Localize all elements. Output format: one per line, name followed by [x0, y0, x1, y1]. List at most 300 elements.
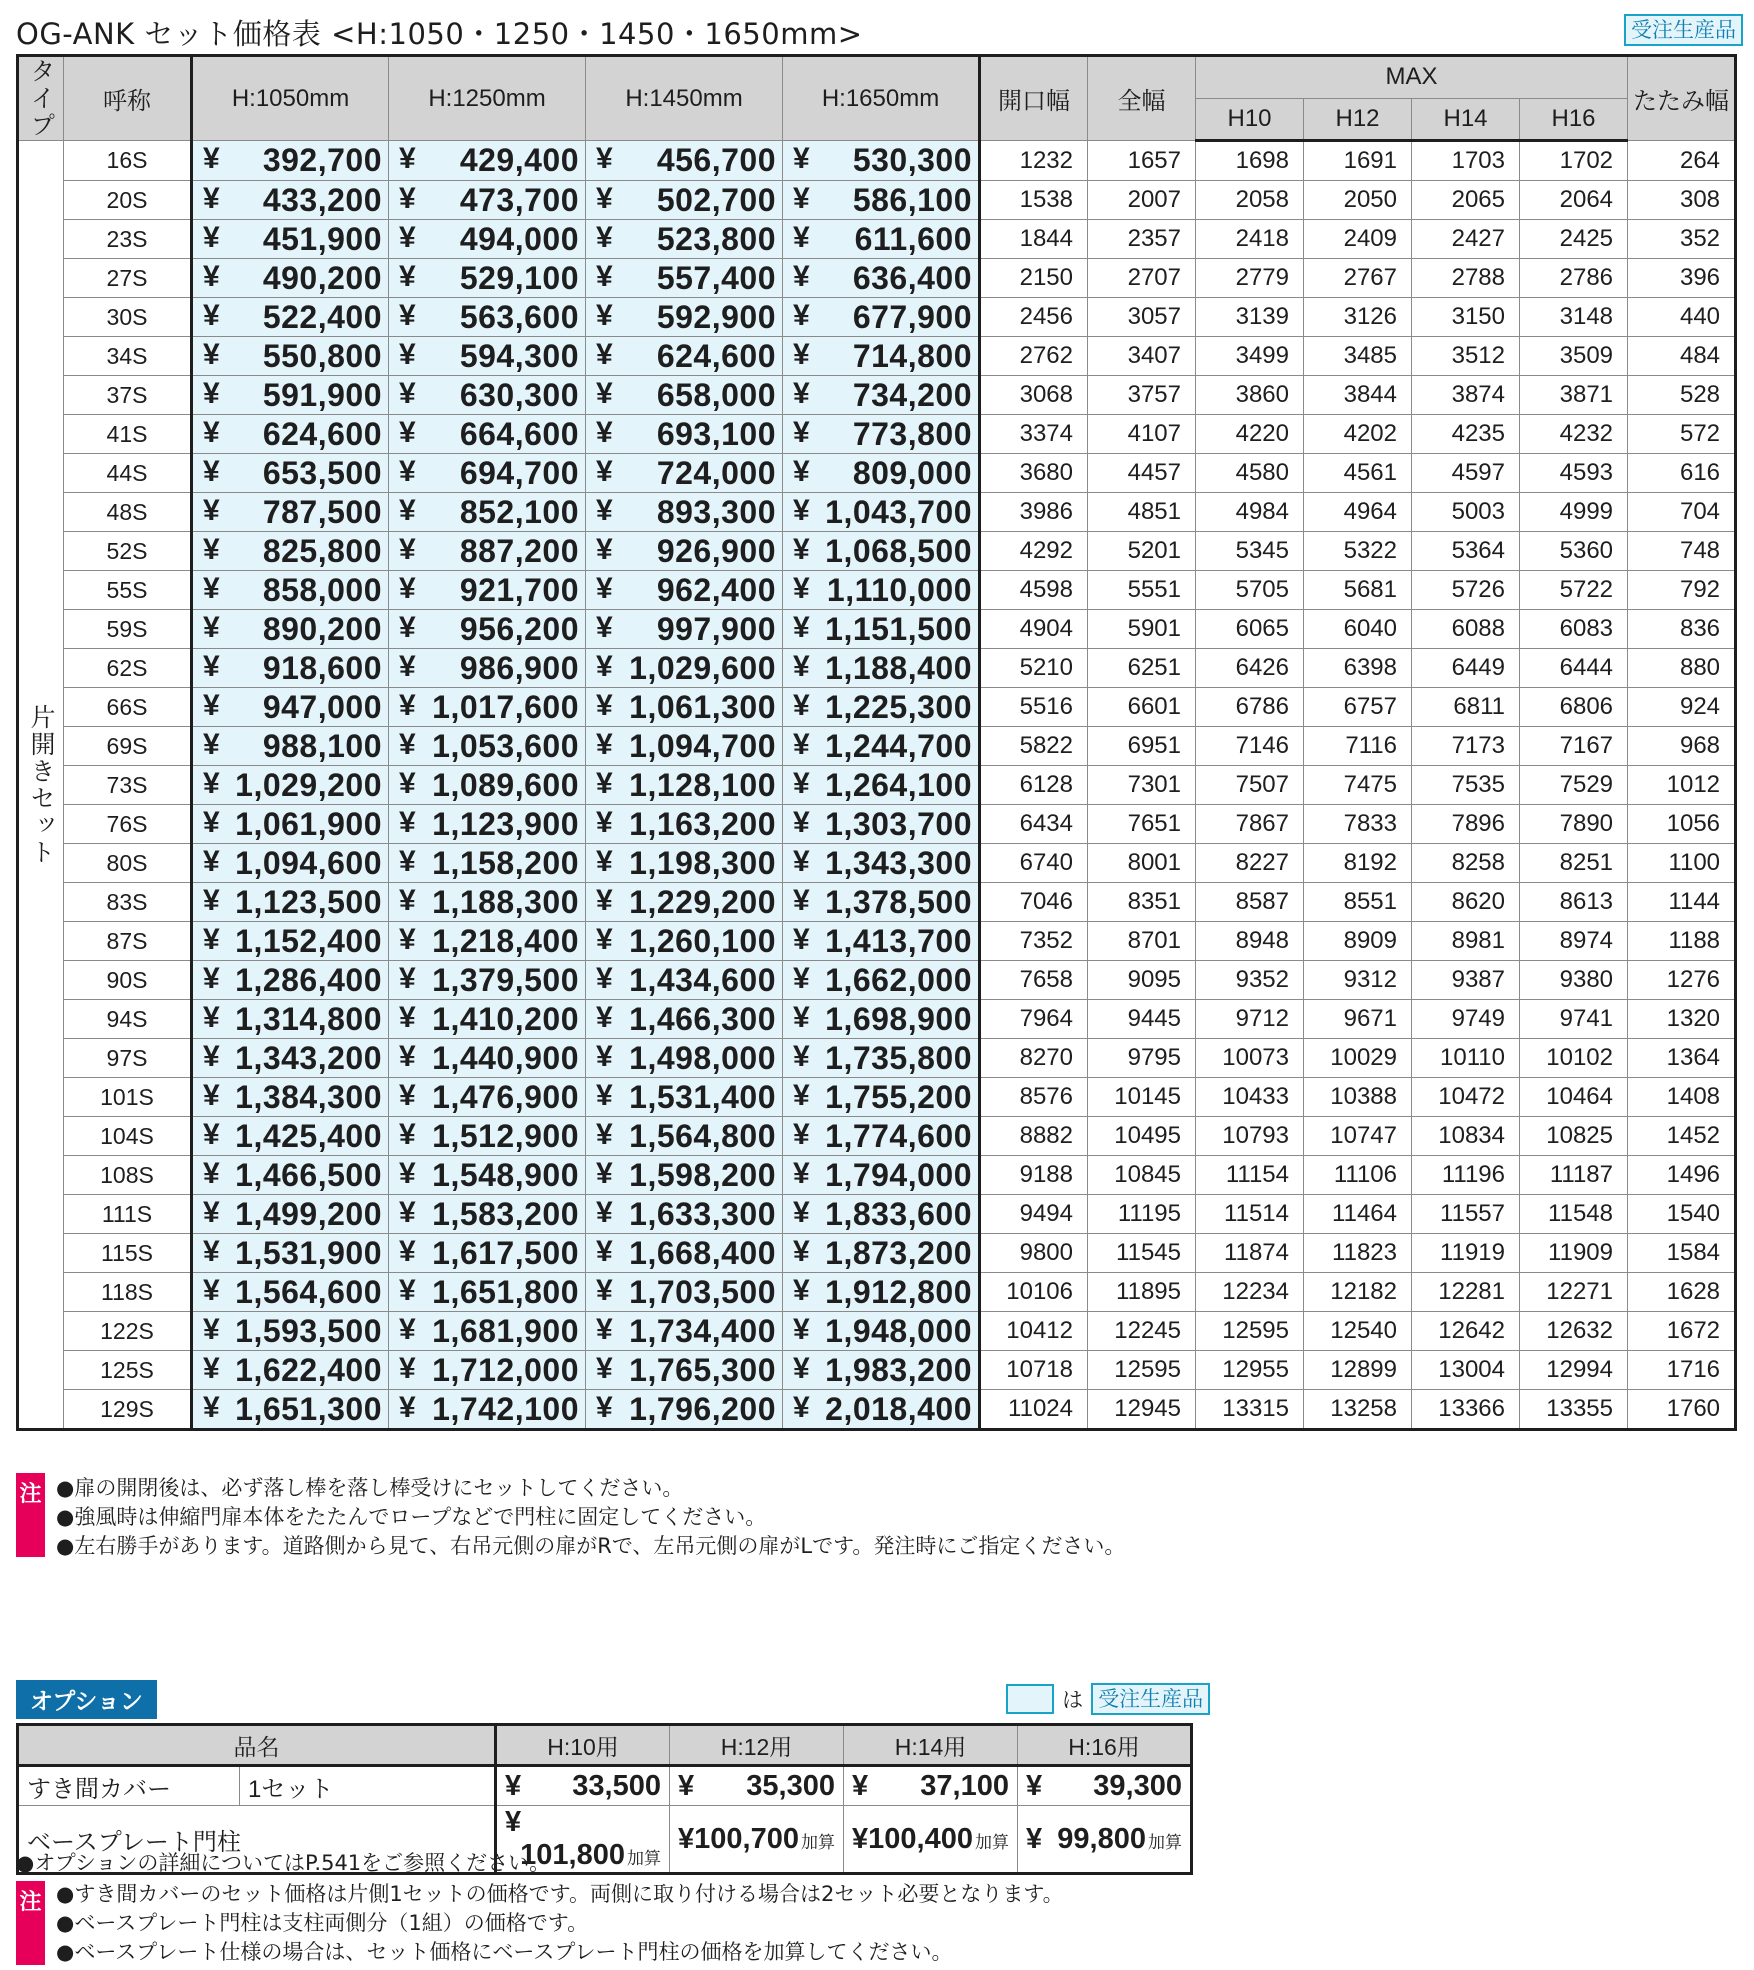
price-value: 1,017,600	[432, 688, 579, 725]
max-h16: 9380	[1520, 961, 1628, 1000]
max-h10: 12595	[1196, 1312, 1304, 1351]
max-h12: 8551	[1304, 883, 1412, 922]
opening-width: 3986	[980, 493, 1088, 532]
yen-sign: ¥	[399, 727, 416, 761]
page-title: OG-ANK セット価格表 <H:1050・1250・1450・1650mm>	[16, 17, 863, 51]
price-value: 734,200	[852, 376, 972, 413]
yen-sign: ¥	[596, 220, 613, 254]
max-h12: 11823	[1304, 1234, 1412, 1273]
max-h16: 12632	[1520, 1312, 1628, 1351]
row-name: 30S	[64, 298, 192, 337]
max-h16: 5722	[1520, 571, 1628, 610]
table-row	[18, 1273, 1736, 1312]
yen-sign: ¥	[399, 1273, 416, 1307]
price-value: 594,300	[459, 337, 579, 374]
total-width: 4107	[1088, 415, 1196, 454]
price-cell	[192, 610, 389, 649]
price-value: 962,400	[656, 571, 776, 608]
yen-sign: ¥	[203, 181, 220, 215]
price-cell	[389, 1156, 586, 1195]
option-price-value	[572, 1770, 661, 1803]
fold-width: 396	[1628, 259, 1736, 298]
row-name: 129S	[64, 1390, 192, 1430]
max-h10: 9352	[1196, 961, 1304, 1000]
yen-sign: ¥	[793, 727, 810, 761]
yen-sign: ¥	[793, 454, 810, 488]
row-name: 52S	[64, 532, 192, 571]
price-cell	[783, 766, 980, 805]
yen-sign: ¥	[793, 1117, 810, 1151]
fold-width: 264	[1628, 141, 1736, 181]
price-value: 1,043,700	[825, 493, 972, 530]
price-value: 1,089,600	[432, 766, 579, 803]
row-name: 48S	[64, 493, 192, 532]
price-value: 392,700	[262, 142, 382, 178]
max-h14: 5003	[1412, 493, 1520, 532]
price-value: 2,018,400	[825, 1390, 972, 1427]
fold-width: 1100	[1628, 844, 1736, 883]
yen-sign: ¥	[203, 1039, 220, 1073]
yen-sign: ¥	[203, 337, 220, 371]
yen-sign: ¥	[793, 688, 810, 722]
total-width: 12945	[1088, 1390, 1196, 1430]
price-cell	[783, 532, 980, 571]
yen-sign: ¥	[793, 961, 810, 995]
opening-width: 8576	[980, 1078, 1088, 1117]
price-value: 1,029,600	[629, 649, 776, 686]
fold-width: 1364	[1628, 1039, 1736, 1078]
price-value: 1,053,600	[432, 727, 579, 764]
max-h10: 8227	[1196, 844, 1304, 883]
price-value: 624,600	[262, 415, 382, 452]
yen-sign: ¥	[399, 805, 416, 839]
price-cell	[783, 1000, 980, 1039]
price-cell	[192, 1234, 389, 1273]
yen-sign: ¥	[399, 142, 416, 175]
option-price: 99,800	[1057, 1822, 1146, 1855]
max-h12: 4202	[1304, 415, 1412, 454]
table-row	[18, 766, 1736, 805]
price-cell	[586, 337, 783, 376]
price-cell	[389, 181, 586, 220]
col-header-fold: たたみ幅	[1628, 56, 1736, 141]
price-cell	[586, 298, 783, 337]
total-width: 9095	[1088, 961, 1196, 1000]
total-width: 4851	[1088, 493, 1196, 532]
table-row	[18, 376, 1736, 415]
fold-width: 704	[1628, 493, 1736, 532]
row-name: 27S	[64, 259, 192, 298]
opening-width: 6128	[980, 766, 1088, 805]
price-value: 630,300	[459, 376, 579, 413]
price-cell	[389, 922, 586, 961]
yen-sign: ¥	[399, 649, 416, 683]
price-cell	[192, 337, 389, 376]
opening-width: 8270	[980, 1039, 1088, 1078]
max-h10: 7146	[1196, 727, 1304, 766]
price-cell	[783, 844, 980, 883]
max-h10: 11514	[1196, 1195, 1304, 1234]
opening-width: 5516	[980, 688, 1088, 727]
price-cell	[783, 1390, 980, 1430]
price-cell	[389, 688, 586, 727]
yen-sign: ¥	[203, 1390, 220, 1424]
yen-sign: ¥	[793, 922, 810, 956]
yen-sign: ¥	[203, 454, 220, 488]
row-name: 90S	[64, 961, 192, 1000]
row-name: 55S	[64, 571, 192, 610]
table-row	[18, 1117, 1736, 1156]
price-cell	[389, 532, 586, 571]
price-value: 592,900	[656, 298, 776, 335]
option-price: 35,300	[746, 1769, 835, 1802]
max-h10: 13315	[1196, 1390, 1304, 1430]
price-cell	[586, 1078, 783, 1117]
table-row	[18, 922, 1736, 961]
price-cell	[783, 1156, 980, 1195]
yen-sign: ¥	[399, 337, 416, 371]
max-h10: 5705	[1196, 571, 1304, 610]
max-h16: 2064	[1520, 181, 1628, 220]
opening-width: 3680	[980, 454, 1088, 493]
row-name: 44S	[64, 454, 192, 493]
yen-sign: ¥	[793, 1000, 810, 1034]
yen-sign: ¥	[399, 571, 416, 605]
table-row	[18, 688, 1736, 727]
table-row	[18, 844, 1736, 883]
max-h12: 2409	[1304, 220, 1412, 259]
max-h10: 6065	[1196, 610, 1304, 649]
option-price-value	[694, 1823, 835, 1856]
price-cell	[192, 1039, 389, 1078]
price-value: 1,512,900	[432, 1117, 579, 1154]
fold-width: 792	[1628, 571, 1736, 610]
fold-width: 1716	[1628, 1351, 1736, 1390]
yen-sign: ¥	[793, 610, 810, 644]
yen-sign: ¥	[203, 610, 220, 644]
opening-width: 4292	[980, 532, 1088, 571]
note-marker-2: 注	[16, 1881, 45, 1965]
price-value: 1,498,000	[629, 1039, 776, 1076]
opening-width: 5822	[980, 727, 1088, 766]
opening-width: 6434	[980, 805, 1088, 844]
price-cell	[192, 376, 389, 415]
price-value: 1,765,300	[629, 1351, 776, 1388]
price-cell	[586, 1000, 783, 1039]
price-value: 1,794,000	[825, 1156, 972, 1193]
fold-width: 352	[1628, 220, 1736, 259]
total-width: 6251	[1088, 649, 1196, 688]
max-h12: 10029	[1304, 1039, 1412, 1078]
yen-sign: ¥	[203, 1078, 220, 1112]
price-cell	[192, 454, 389, 493]
price-value: 1,264,100	[825, 766, 972, 803]
price-value: 1,163,200	[629, 805, 776, 842]
option-price-cell	[844, 1806, 1018, 1874]
option-price-value	[920, 1770, 1009, 1803]
yen-sign: ¥	[596, 961, 613, 995]
opt-header-h16: H:16用	[1018, 1725, 1192, 1766]
yen-sign: ¥	[203, 1000, 220, 1034]
row-name: 80S	[64, 844, 192, 883]
max-h12: 2767	[1304, 259, 1412, 298]
total-width: 8701	[1088, 922, 1196, 961]
fold-width: 484	[1628, 337, 1736, 376]
max-h12: 7116	[1304, 727, 1412, 766]
yen-sign: ¥	[596, 844, 613, 878]
price-cell	[192, 883, 389, 922]
row-name: 62S	[64, 649, 192, 688]
max-h10: 4580	[1196, 454, 1304, 493]
yen-sign: ¥	[399, 1390, 416, 1424]
addition-suffix: 加算	[1148, 1832, 1182, 1852]
table-row	[18, 883, 1736, 922]
table-row	[18, 220, 1736, 259]
price-value: 624,600	[656, 337, 776, 374]
price-value: 893,300	[656, 493, 776, 530]
price-value: 787,500	[262, 493, 382, 530]
yen-sign: ¥	[596, 493, 613, 527]
row-name: 66S	[64, 688, 192, 727]
price-value: 1,564,600	[235, 1273, 382, 1310]
price-cell	[389, 141, 586, 181]
table-row	[18, 298, 1736, 337]
max-h16: 2786	[1520, 259, 1628, 298]
yen-sign: ¥	[596, 1195, 613, 1229]
yen-sign: ¥	[596, 649, 613, 683]
yen-sign: ¥	[596, 532, 613, 566]
price-value: 1,651,800	[432, 1273, 579, 1310]
price-value: 1,617,500	[432, 1234, 579, 1271]
max-h12: 8192	[1304, 844, 1412, 883]
price-value: 429,400	[459, 142, 579, 178]
price-value: 1,440,900	[432, 1039, 579, 1076]
price-value: 1,734,400	[629, 1312, 776, 1349]
max-h10: 11154	[1196, 1156, 1304, 1195]
price-cell	[783, 141, 980, 181]
col-header-opening: 開口幅	[980, 56, 1088, 141]
price-value: 494,000	[459, 220, 579, 257]
option-price: 100,700	[694, 1822, 799, 1855]
price-cell	[389, 1117, 586, 1156]
yen-sign: ¥	[399, 922, 416, 956]
note-line: ●扉の開閉後は、必ず落し棒を落し棒受けにセットしてください。	[56, 1476, 684, 1500]
yen-sign: ¥	[203, 1234, 220, 1268]
price-value: 1,123,500	[235, 883, 382, 920]
yen-sign: ¥	[793, 1312, 810, 1346]
price-cell	[192, 1078, 389, 1117]
total-width: 2707	[1088, 259, 1196, 298]
price-cell	[586, 141, 783, 181]
yen-sign: ¥	[793, 337, 810, 371]
row-name: 122S	[64, 1312, 192, 1351]
col-header-h1050: H:1050mm	[192, 56, 389, 141]
max-h16: 1702	[1520, 141, 1628, 181]
yen-sign: ¥	[793, 493, 810, 527]
price-cell	[192, 805, 389, 844]
price-cell	[192, 1312, 389, 1351]
price-cell	[389, 1195, 586, 1234]
yen-sign: ¥	[203, 844, 220, 878]
max-h12: 6757	[1304, 688, 1412, 727]
opening-width: 9494	[980, 1195, 1088, 1234]
price-cell	[783, 805, 980, 844]
price-cell	[192, 1273, 389, 1312]
price-value: 1,225,300	[825, 688, 972, 725]
yen-sign: ¥	[596, 1351, 613, 1385]
price-value: 1,434,600	[629, 961, 776, 998]
price-value: 852,100	[459, 493, 579, 530]
max-h16: 12994	[1520, 1351, 1628, 1390]
price-cell	[586, 922, 783, 961]
yen-sign: ¥	[203, 688, 220, 722]
price-cell	[783, 571, 980, 610]
yen-sign: ¥	[793, 1039, 810, 1073]
option-price: 101,800	[520, 1839, 625, 1871]
price-value: 1,598,200	[629, 1156, 776, 1193]
max-h12: 3126	[1304, 298, 1412, 337]
total-width: 4457	[1088, 454, 1196, 493]
price-value: 1,499,200	[235, 1195, 382, 1232]
price-value: 1,531,900	[235, 1234, 382, 1271]
total-width: 5551	[1088, 571, 1196, 610]
price-cell	[783, 922, 980, 961]
price-cell	[586, 1156, 783, 1195]
fold-width: 1056	[1628, 805, 1736, 844]
max-h16: 13355	[1520, 1390, 1628, 1430]
yen-sign: ¥	[596, 1117, 613, 1151]
price-cell	[586, 610, 783, 649]
yen-sign: ¥	[399, 766, 416, 800]
max-h16: 7167	[1520, 727, 1628, 766]
option-unit: 1セット	[240, 1766, 496, 1806]
price-cell	[783, 1273, 980, 1312]
price-value: 433,200	[262, 181, 382, 218]
col-header-max-h16: H16	[1520, 98, 1628, 141]
price-cell	[192, 1000, 389, 1039]
fold-width: 572	[1628, 415, 1736, 454]
price-table	[16, 54, 1737, 1431]
max-h10: 6786	[1196, 688, 1304, 727]
max-h10: 6426	[1196, 649, 1304, 688]
legend-text: は	[1062, 1688, 1084, 1712]
fold-width: 1276	[1628, 961, 1736, 1000]
yen-sign: ¥	[596, 142, 613, 175]
total-width: 3057	[1088, 298, 1196, 337]
price-cell	[192, 1156, 389, 1195]
yen-sign: ¥	[793, 142, 810, 175]
yen-sign: ¥	[203, 376, 220, 410]
max-h10: 3499	[1196, 337, 1304, 376]
max-h14: 3874	[1412, 376, 1520, 415]
max-h16: 9741	[1520, 1000, 1628, 1039]
price-cell	[586, 376, 783, 415]
total-width: 11195	[1088, 1195, 1196, 1234]
price-cell	[783, 1117, 980, 1156]
option-name: すき間カバー	[18, 1766, 240, 1806]
fold-width: 836	[1628, 610, 1736, 649]
row-name: 41S	[64, 415, 192, 454]
yen-sign: ¥	[596, 1156, 613, 1190]
price-value: 523,800	[656, 220, 776, 257]
yen-sign: ¥	[596, 727, 613, 761]
yen-sign: ¥	[596, 337, 613, 371]
fold-width: 924	[1628, 688, 1736, 727]
price-cell	[192, 259, 389, 298]
max-h12: 3844	[1304, 376, 1412, 415]
yen-sign: ¥	[596, 298, 613, 332]
yen-sign: ¥	[596, 1390, 613, 1424]
yen-sign: ¥	[203, 1273, 220, 1307]
opening-width: 3374	[980, 415, 1088, 454]
option-price: 100,400	[868, 1822, 973, 1855]
price-cell	[389, 571, 586, 610]
option-row	[18, 1766, 1192, 1806]
price-cell	[783, 688, 980, 727]
price-cell	[192, 493, 389, 532]
price-cell	[586, 259, 783, 298]
max-h14: 1703	[1412, 141, 1520, 181]
row-name: 34S	[64, 337, 192, 376]
price-cell	[389, 298, 586, 337]
row-name: 76S	[64, 805, 192, 844]
total-width: 8001	[1088, 844, 1196, 883]
yen-sign: ¥	[203, 493, 220, 527]
price-cell	[783, 337, 980, 376]
price-value: 591,900	[262, 376, 382, 413]
max-h14: 5726	[1412, 571, 1520, 610]
opening-width: 2762	[980, 337, 1088, 376]
max-h14: 4235	[1412, 415, 1520, 454]
max-h10: 5345	[1196, 532, 1304, 571]
price-cell	[783, 1351, 980, 1390]
max-h12: 9312	[1304, 961, 1412, 1000]
yen-sign: ¥	[793, 649, 810, 683]
max-h16: 3148	[1520, 298, 1628, 337]
addition-suffix: 加算	[801, 1832, 835, 1852]
price-cell	[586, 1234, 783, 1273]
yen-sign: ¥	[399, 493, 416, 527]
type-cell	[18, 141, 64, 1430]
addition-suffix: 加算	[975, 1832, 1009, 1852]
total-width: 5201	[1088, 532, 1196, 571]
price-cell	[389, 1273, 586, 1312]
table-row	[18, 415, 1736, 454]
price-value: 1,912,800	[825, 1273, 972, 1310]
price-cell	[389, 1000, 586, 1039]
max-h14: 11196	[1412, 1156, 1520, 1195]
total-width: 9795	[1088, 1039, 1196, 1078]
opening-width: 7964	[980, 1000, 1088, 1039]
yen-sign: ¥	[399, 610, 416, 644]
price-value: 1,622,400	[235, 1351, 382, 1388]
fold-width: 1452	[1628, 1117, 1736, 1156]
option-price-cell	[670, 1766, 844, 1806]
price-value: 921,700	[459, 571, 579, 608]
max-h14: 5364	[1412, 532, 1520, 571]
yen-sign: ¥	[793, 805, 810, 839]
row-name: 108S	[64, 1156, 192, 1195]
opening-width: 7046	[980, 883, 1088, 922]
yen-sign: ¥	[399, 376, 416, 410]
price-value: 586,100	[852, 181, 972, 218]
total-width: 8351	[1088, 883, 1196, 922]
price-value: 1,548,900	[432, 1156, 579, 1193]
max-h16: 2425	[1520, 220, 1628, 259]
yen-sign: ¥	[596, 883, 613, 917]
price-value: 490,200	[262, 259, 382, 296]
yen-sign: ¥	[793, 376, 810, 410]
